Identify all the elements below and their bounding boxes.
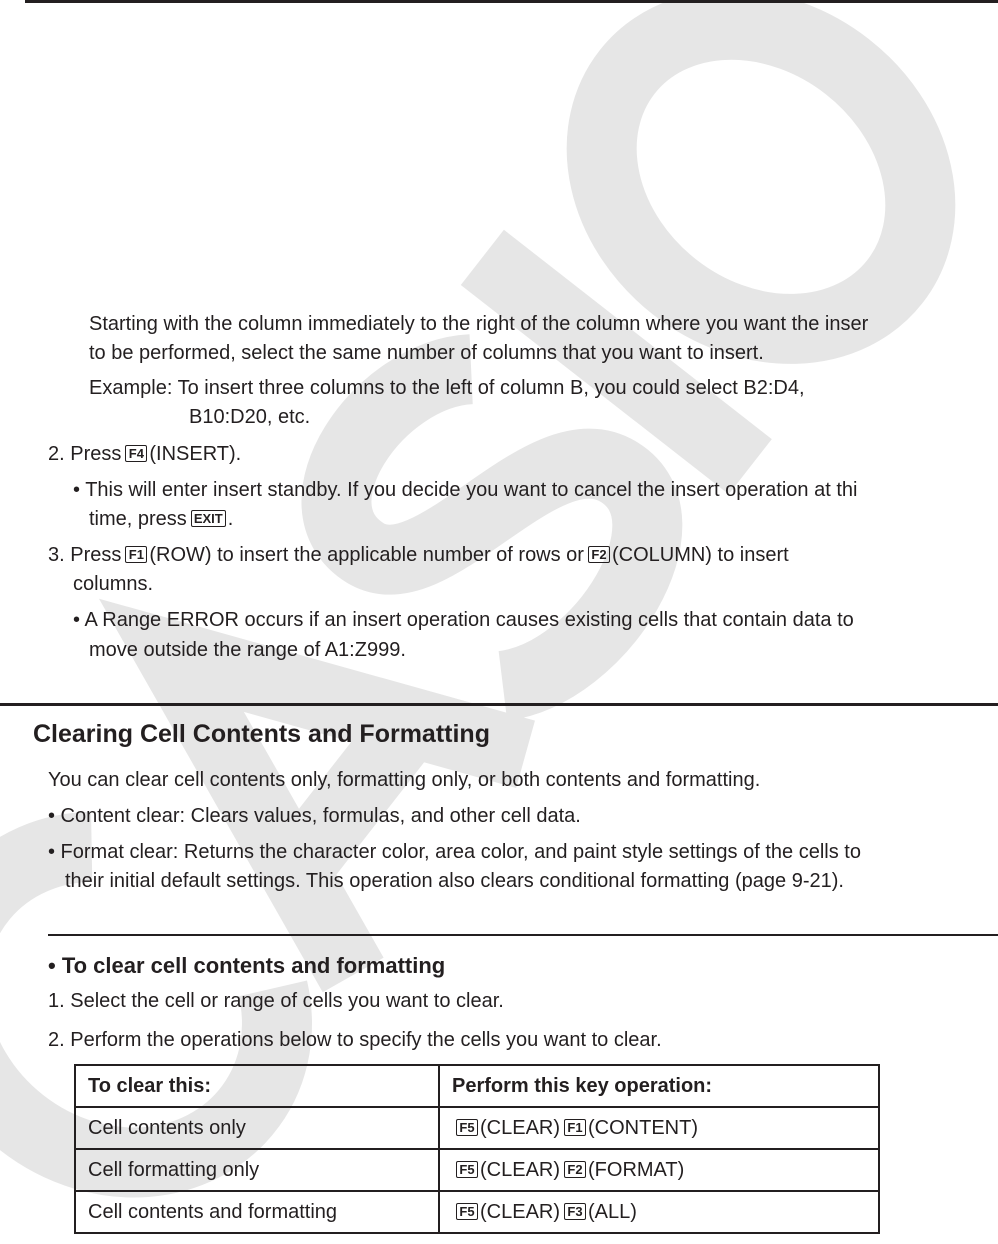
text: . <box>227 508 234 530</box>
text: (ROW) to insert the applicable number of rows or <box>149 544 584 566</box>
step-2-bullet: • This will enter insert standby. If you decide you want to cancel the insert operation at thi <box>73 479 858 501</box>
text: 3. Press <box>48 544 122 566</box>
table-row <box>75 1107 879 1149</box>
key-operation-table <box>74 1064 880 1234</box>
f2-key-icon: F2 <box>588 546 610 563</box>
text: time, press <box>89 508 187 530</box>
text: (FORMAT) <box>588 1158 685 1181</box>
section-title: Clearing Cell Contents and Formatting <box>33 720 490 748</box>
step-2-bullet-2 <box>89 507 233 531</box>
text: (CONTENT) <box>588 1116 698 1139</box>
step-3-line-2: columns. <box>73 573 154 595</box>
f1-key-icon: F1 <box>564 1119 586 1136</box>
column-header: Perform this key operation: <box>439 1065 879 1107</box>
row-operation <box>439 1149 879 1191</box>
procedure-rule <box>48 934 998 936</box>
step-3 <box>48 543 789 567</box>
f4-key-icon: F4 <box>125 445 147 462</box>
bullet-format-clear: • Format clear: Returns the character color, area color, and paint style settings of the cells to <box>48 841 861 863</box>
row-label: Cell contents only <box>75 1107 439 1149</box>
step-3-bullet: • A Range ERROR occurs if an insert operation causes existing cells that contain data to <box>73 609 854 631</box>
bullet-format-clear-2: their initial default settings. This operation also clears conditional formatting (page 9-21). <box>65 870 844 892</box>
exit-key-icon: EXIT <box>191 510 226 527</box>
text: (CLEAR) <box>480 1200 561 1223</box>
example-text: Example: To insert three columns to the left of column B, you could select B2:D4, <box>89 377 805 399</box>
step1-text: Starting with the column immediately to the right of the column where you want the inser <box>89 313 869 335</box>
procedure-step-1: 1. Select the cell or range of cells you want to clear. <box>48 990 504 1012</box>
row-operation <box>439 1107 879 1149</box>
f1-key-icon: F1 <box>125 546 147 563</box>
f3-key-icon: F3 <box>564 1203 586 1220</box>
step-3-bullet-2: move outside the range of A1:Z999. <box>89 639 406 661</box>
column-header: To clear this: <box>75 1065 439 1107</box>
top-rule <box>25 0 998 3</box>
f2-key-icon: F2 <box>564 1161 586 1178</box>
text: (COLUMN) to insert <box>611 544 789 566</box>
step-2-op: (INSERT). <box>149 443 242 465</box>
step1-text-2: to be performed, select the same number of columns that you want to insert. <box>89 342 764 364</box>
table-row <box>75 1149 879 1191</box>
table-row <box>75 1191 879 1233</box>
f5-key-icon: F5 <box>456 1203 478 1220</box>
procedure-title: • To clear cell contents and formatting <box>48 953 446 978</box>
text: (ALL) <box>588 1200 637 1223</box>
section-intro: You can clear cell contents only, formatting only, or both contents and formatting. <box>48 769 761 791</box>
table-header-row <box>75 1065 879 1107</box>
section-rule <box>0 703 998 706</box>
procedure-step-2: 2. Perform the operations below to specify the cells you want to clear. <box>48 1029 662 1051</box>
example-text-2: B10:D20, etc. <box>189 406 311 428</box>
f5-key-icon: F5 <box>456 1161 478 1178</box>
bullet-content-clear: • Content clear: Clears values, formulas, and other cell data. <box>48 805 581 827</box>
row-label: Cell contents and formatting <box>75 1191 439 1233</box>
row-operation <box>439 1191 879 1233</box>
step-2 <box>48 442 241 466</box>
row-label: Cell formatting only <box>75 1149 439 1191</box>
step-2-label: 2. Press <box>48 443 122 465</box>
f5-key-icon: F5 <box>456 1119 478 1136</box>
text: (CLEAR) <box>480 1158 561 1181</box>
text: (CLEAR) <box>480 1116 561 1139</box>
